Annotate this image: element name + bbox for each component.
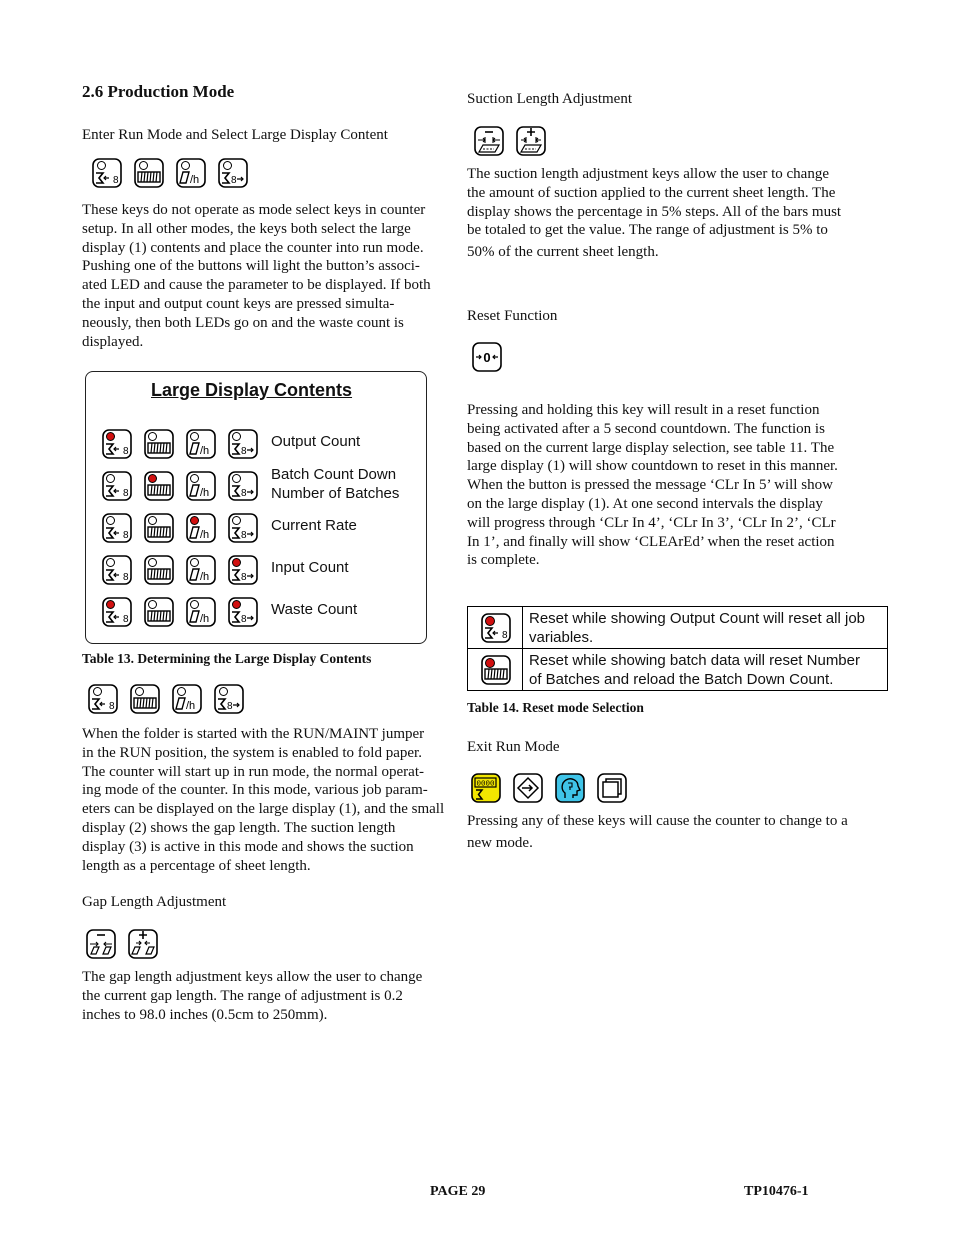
counter-key-label: 0000	[476, 780, 495, 789]
led-lit-indicator	[485, 658, 495, 668]
suction-decrease-key-icon[interactable]	[474, 126, 504, 156]
exit-paragraph: Pressing any of these keys will cause the counter to change to a new mode.	[467, 813, 848, 851]
suction-paragraph: The suction length adjustment keys allow the user to change the amount of suction applied to the current sheet length. The display shows the percentage in 5% steps. All of the bars must be totaled to get the value. The range of adjustment is 5% to 50% of the current sheet length.	[467, 166, 842, 261]
table14-caption: Table 14. Reset mode Selection	[467, 700, 644, 715]
display-content-row	[86, 553, 426, 587]
led-indicator	[190, 600, 199, 609]
led-indicator	[223, 161, 232, 170]
led-indicator	[177, 687, 186, 696]
display-content-label: Output Count	[271, 433, 361, 450]
display-content-label: Batch Count Down Number of Batches	[271, 466, 400, 502]
run-mode-heading: Enter Run Mode and Select Large Display Content	[82, 127, 388, 143]
table-title: Large Display Contents	[151, 380, 353, 400]
display-content-label: Current Rate	[271, 517, 357, 534]
counter-key-icon[interactable]	[471, 773, 501, 803]
led-indicator	[106, 474, 115, 483]
table14-row-text: Reset while showing Output Count will reset all job variables.	[529, 610, 865, 646]
exit-heading: Exit Run Mode	[467, 739, 560, 755]
led-indicator	[181, 161, 190, 170]
led-indicator	[106, 516, 115, 525]
reset-key-glyph: 0	[483, 350, 491, 365]
document-id: TP10476-1	[744, 1184, 809, 1199]
reset-key-icon[interactable]	[472, 342, 502, 372]
led-indicator	[106, 558, 115, 567]
run-keys-row	[86, 682, 256, 716]
gap-increase-key-icon[interactable]	[128, 929, 158, 959]
display-content-row	[86, 595, 426, 629]
gap-decrease-key-icon[interactable]	[86, 929, 116, 959]
large-display-contents-table	[85, 371, 427, 644]
run-mode-keys	[90, 156, 260, 190]
run-description: When the folder is started with the RUN/MAINT jumper in the RUN position, the system is enabled to fold paper. The counter will start up in run mode, the normal operat- ing mode of the counter. In this mode, various job param- eters can be displayed on the large display (1), and the small display (2) shows the gap length. The suction length display (3) is active in this mode and shows the suction length as a percentage of sheet length.	[82, 726, 445, 874]
led-indicator	[97, 161, 106, 170]
reset-heading: Reset Function	[467, 308, 558, 324]
display-content-row	[86, 511, 426, 545]
led-indicator	[139, 161, 148, 170]
led-lit-indicator	[106, 432, 115, 441]
led-indicator	[148, 432, 157, 441]
led-indicator	[135, 687, 144, 696]
section-title: 2.6 Production Mode	[82, 82, 235, 101]
led-lit-indicator	[232, 600, 241, 609]
display-content-label: Waste Count	[271, 601, 358, 618]
display-content-row	[86, 466, 426, 503]
led-indicator	[148, 516, 157, 525]
led-lit-indicator	[148, 474, 157, 483]
led-indicator	[232, 432, 241, 441]
gap-heading: Gap Length Adjustment	[82, 894, 227, 910]
led-indicator	[148, 558, 157, 567]
led-indicator	[93, 687, 102, 696]
window-key-icon[interactable]	[597, 773, 627, 803]
display-content-row	[86, 427, 426, 461]
run-mode-paragraph: These keys do not operate as mode select keys in counter setup. In all other modes, the keys both select the large display (1) contents and place the counter into run mode. Pushing one of the buttons will light the button’s associ- ated LED and cause the parameter to be displayed. If both the input and output count keys are pressed simulta- neously, then both LEDs go on and the waste count is displayed.	[82, 202, 431, 350]
led-indicator	[190, 432, 199, 441]
led-lit-indicator	[232, 558, 241, 567]
suction-increase-key-icon[interactable]	[516, 126, 546, 156]
led-indicator	[190, 558, 199, 567]
reset-mode-table	[467, 606, 888, 691]
suction-heading: Suction Length Adjustment	[467, 91, 632, 107]
led-indicator	[190, 474, 199, 483]
led-indicator	[148, 600, 157, 609]
display-content-label: Input Count	[271, 559, 349, 576]
led-lit-indicator	[190, 516, 199, 525]
table14-row-text: Reset while showing batch data will reset Number of Batches and reload the Batch Down Count.	[529, 652, 860, 688]
led-lit-indicator	[106, 600, 115, 609]
page-number: PAGE 29	[430, 1184, 486, 1199]
led-lit-indicator	[485, 616, 495, 626]
led-indicator	[232, 516, 241, 525]
reset-paragraph: Pressing and holding this key will result in a reset function being activated after a 5 second countdown. The function is based on the current large display selection, see table 11. The large display (1) will show countdown to reset in this manner. When the button is pressed the message ‘CLr In 5’ will show on the large display (1). At one second intervals the display will progress through ‘CLr In 4’, ‘CLr In 3’, ‘CLr In 2’, ‘CLr In 1’, and finally will show ‘CLEArEd’ when the reset action is complete.	[467, 402, 838, 569]
gap-paragraph: The gap length adjustment keys allow the user to change the current gap length. The range of adjustment is 0.2 inches to 98.0 inches (0.5cm to 250mm).	[82, 969, 423, 1023]
led-indicator	[219, 687, 228, 696]
led-indicator	[232, 474, 241, 483]
head-profile-key-icon[interactable]	[555, 773, 585, 803]
table13-caption: Table 13. Determining the Large Display Contents	[82, 651, 372, 666]
enter-key-icon[interactable]	[513, 773, 543, 803]
